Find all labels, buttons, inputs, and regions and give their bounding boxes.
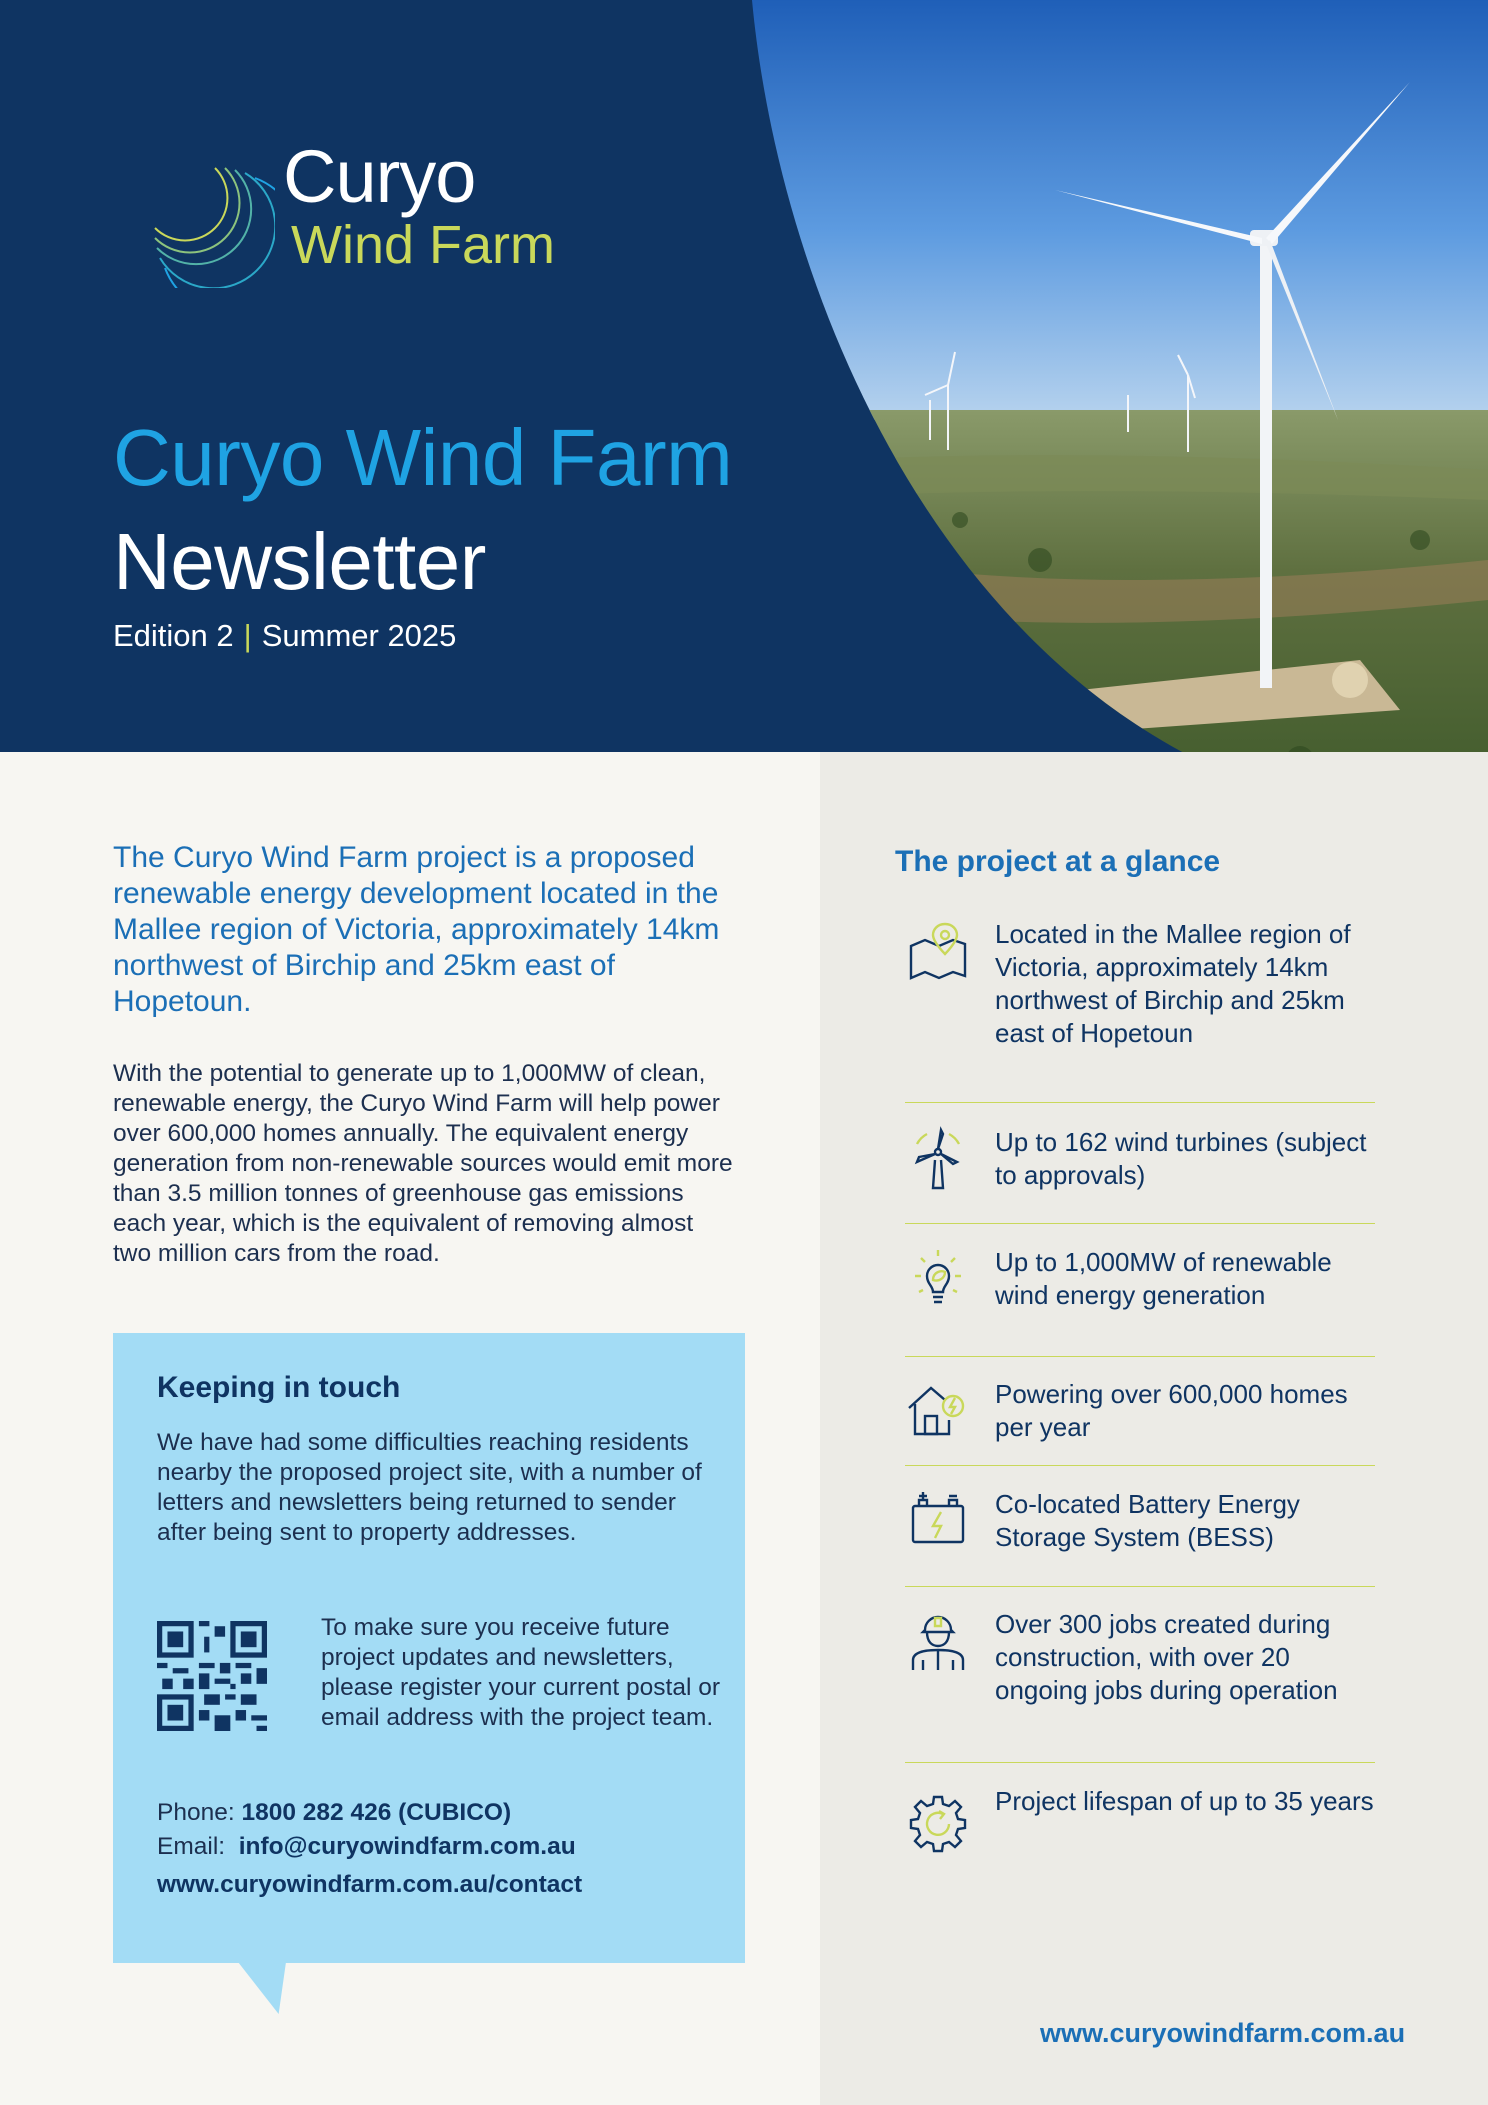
email-link[interactable]: info@curyowindfarm.com.au bbox=[238, 1833, 576, 1860]
glance-item-text: Over 300 jobs created during construction, with over 20 ongoing jobs during operation bbox=[995, 1609, 1338, 1705]
edition-line bbox=[113, 620, 456, 651]
keeping-in-touch-callout bbox=[113, 1333, 745, 1963]
register-paragraph: To make sure you receive future project updates and newsletters, please register your current postal or email address with the project team. bbox=[321, 1614, 720, 1731]
brand-logo bbox=[105, 118, 605, 288]
contact-url-link[interactable]: www.curyowindfarm.com.au/contact bbox=[157, 1871, 583, 1898]
glance-divider bbox=[905, 1762, 1375, 1763]
phone-number-link[interactable]: 1800 282 426 (CUBICO) bbox=[241, 1799, 512, 1826]
logo-text-curyo: Curyo bbox=[283, 135, 476, 218]
callout-heading: Keeping in touch bbox=[157, 1371, 401, 1404]
glance-item-text: Located in the Mallee region of Victoria, approximately 14km northwest of Birchip and 25km east of Hopetoun bbox=[995, 919, 1351, 1048]
map-pin-icon bbox=[905, 920, 971, 986]
glance-divider bbox=[905, 1102, 1375, 1103]
logo-text-windfarm: Wind Farm bbox=[291, 215, 556, 275]
glance-divider bbox=[905, 1356, 1375, 1357]
glance-heading: The project at a glance bbox=[895, 845, 1221, 878]
worker-icon bbox=[905, 1608, 971, 1674]
contact-url-line bbox=[157, 1871, 582, 1899]
glance-divider bbox=[905, 1586, 1375, 1587]
edition-separator: | bbox=[243, 618, 252, 653]
phone-line bbox=[157, 1799, 511, 1827]
logo-swirl-icon bbox=[105, 118, 275, 288]
glance-item-text: Up to 162 wind turbines (subject to approvals) bbox=[995, 1127, 1367, 1190]
email-line bbox=[157, 1833, 576, 1861]
glance-divider bbox=[905, 1465, 1375, 1466]
email-label: Email: bbox=[157, 1833, 226, 1860]
house-energy-icon bbox=[905, 1378, 971, 1444]
footer-website-link[interactable]: www.curyowindfarm.com.au bbox=[1040, 2018, 1406, 2048]
intro-paragraph: The Curyo Wind Farm project is a proposed renewable energy development located in the Mallee region of Victoria, approximately 14km northwest of Birchip and 25km east of Hopetoun. bbox=[113, 841, 720, 1018]
newsletter-title: Curyo Wind Farm bbox=[113, 413, 733, 502]
glance-item-text: Project lifespan of up to 35 years bbox=[995, 1786, 1374, 1816]
body-paragraph: With the potential to generate up to 1,000MW of clean, renewable energy, the Curyo Wind Farm will help power over 600,000 homes annually. The equivalent energy generation from non-renewable sources would emit more than 3.5 million tonnes of greenhouse gas emissions each year, which is the equivalent of removing almost two million cars from the road. bbox=[113, 1060, 733, 1267]
edition-number: Edition 2 bbox=[113, 618, 234, 653]
battery-icon bbox=[905, 1488, 971, 1554]
glance-item-text: Up to 1,000MW of renewable wind energy generation bbox=[995, 1247, 1332, 1310]
qr-code[interactable] bbox=[157, 1621, 267, 1731]
gear-cycle-icon bbox=[905, 1793, 971, 1859]
glance-divider bbox=[905, 1223, 1375, 1224]
phone-label: Phone: bbox=[157, 1799, 235, 1826]
callout-tail bbox=[238, 1962, 327, 2014]
glance-item-text: Powering over 600,000 homes per year bbox=[995, 1379, 1348, 1442]
wind-turbine-icon bbox=[905, 1126, 971, 1192]
header-banner bbox=[0, 0, 1488, 752]
glance-item-text: Co-located Battery Energy Storage System (BESS) bbox=[995, 1489, 1300, 1552]
lightbulb-leaf-icon bbox=[905, 1246, 971, 1312]
edition-season: Summer 2025 bbox=[261, 618, 457, 653]
callout-paragraph: We have had some difficulties reaching residents nearby the proposed project site, with a number of letters and newsletters being returned to sender after being sent to property addresses. bbox=[157, 1429, 702, 1546]
newsletter-subtitle: Newsletter bbox=[113, 517, 486, 606]
